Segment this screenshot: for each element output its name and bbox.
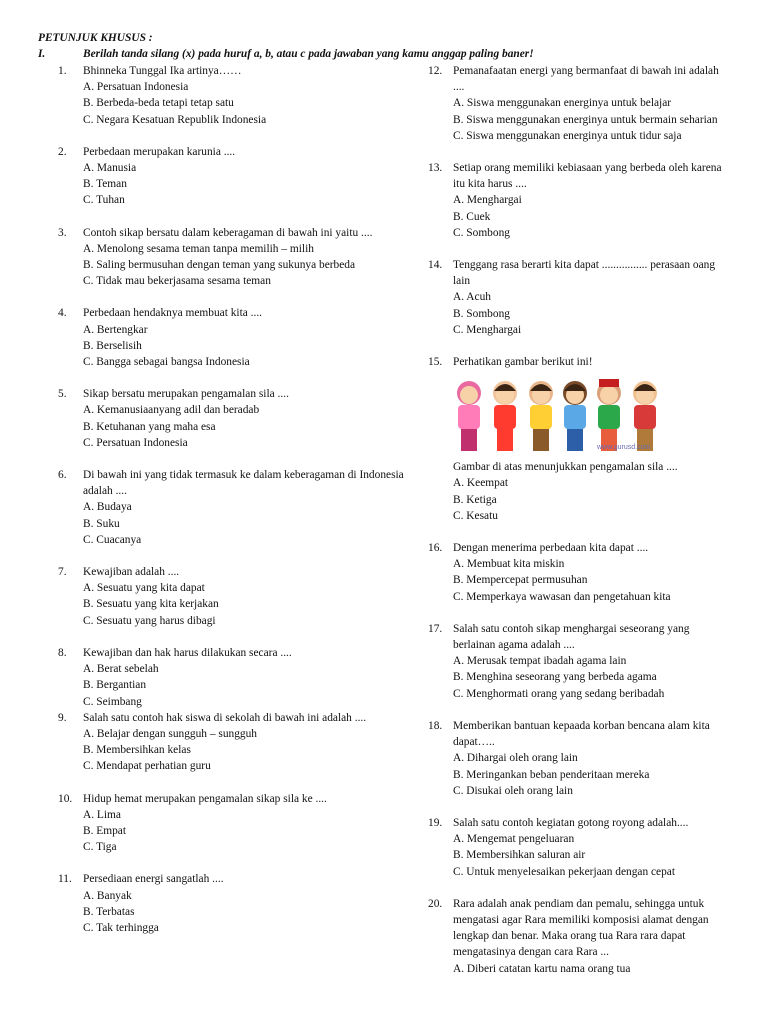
- question-item: [58, 225, 408, 290]
- answer-option[interactable]: A. Keempat: [453, 477, 509, 490]
- answer-option[interactable]: B. Mempercepat permusuhan: [453, 574, 588, 587]
- question-item: [58, 144, 408, 209]
- question-stem: Contoh sikap bersatu dalam keberagaman di bawah ini yaitu ....: [83, 226, 373, 239]
- child-figure: [633, 381, 657, 451]
- answer-option[interactable]: C. Sesuatu yang harus dibagi: [83, 614, 216, 627]
- question-item: [428, 160, 728, 241]
- answer-option[interactable]: C. Seimbang: [83, 695, 142, 708]
- question-number: 2.: [58, 145, 67, 158]
- question-body: [453, 815, 728, 880]
- question-number: 18.: [428, 719, 443, 732]
- answer-option[interactable]: B. Berselisih: [83, 339, 142, 352]
- question-body: [453, 540, 728, 605]
- instruction-roman: I.: [38, 48, 46, 60]
- answer-option[interactable]: C. Cuacanya: [83, 533, 142, 546]
- question-item: [58, 386, 408, 451]
- answer-option[interactable]: A. Diberi catatan kartu nama orang tua: [453, 962, 631, 975]
- answer-option[interactable]: C. Menghargai: [453, 323, 522, 336]
- question-body: [83, 564, 408, 629]
- question-body: [453, 354, 728, 524]
- answer-option[interactable]: C. Kesatu: [453, 509, 498, 522]
- child-figure: [597, 379, 621, 451]
- answer-option[interactable]: A. Berat sebelah: [83, 663, 159, 676]
- question-stem: Setiap orang memiliki kebiasaan yang berbeda oleh karena itu kita harus ....: [453, 162, 722, 191]
- question-body: [83, 305, 408, 370]
- answer-option[interactable]: A. Banyak: [83, 889, 132, 902]
- answer-option[interactable]: B. Menghina seseorang yang berbeda agama: [453, 671, 657, 684]
- question-item: [428, 354, 728, 524]
- instruction-text: Berilah tanda silang (x) pada huruf a, b, atau c pada jawaban yang kamu anggap paling baner!: [83, 48, 534, 60]
- answer-option[interactable]: C. Tiga: [83, 841, 117, 854]
- question-body: [83, 144, 408, 209]
- answer-option[interactable]: A. Menghargai: [453, 194, 522, 207]
- answer-option[interactable]: B. Berbeda-beda tetapi tetap satu: [83, 97, 234, 110]
- question-item: [428, 621, 728, 702]
- question-number: 1.: [58, 65, 67, 77]
- question-stem: Pemanafaatan energi yang bermanfaat di bawah ini adalah ....: [453, 65, 719, 94]
- question-stem: Salah satu contoh hak siswa di sekolah di bawah ini adalah ....: [83, 711, 367, 724]
- answer-option[interactable]: B. Ketiga: [453, 493, 497, 506]
- question-stem: Tenggang rasa berarti kita dapat ................ perasaan oang lain: [453, 259, 716, 288]
- question-number: 11.: [58, 873, 72, 886]
- answer-option[interactable]: C. Siswa menggunakan energinya untuk tidur saja: [453, 129, 682, 142]
- answer-option[interactable]: A. Merusak tempat ibadah agama lain: [453, 655, 627, 668]
- question-number: 7.: [58, 566, 67, 579]
- question-caption: Gambar di atas menunjukkan pengamalan sila ....: [453, 461, 678, 474]
- answer-option[interactable]: A. Bertengkar: [83, 323, 148, 336]
- question-number: 17.: [428, 622, 443, 635]
- answer-option[interactable]: B. Empat: [83, 824, 127, 837]
- answer-option[interactable]: B. Meringankan beban penderitaan mereka: [453, 768, 650, 781]
- question-stem: Salah satu contoh kegiatan gotong royong adalah....: [453, 816, 689, 829]
- question-body: [453, 896, 728, 977]
- answer-option[interactable]: A. Mengemat pengeluaran: [453, 833, 575, 846]
- child-figure: [493, 381, 517, 451]
- question-body: [83, 710, 408, 775]
- answer-option[interactable]: A. Manusia: [83, 162, 137, 175]
- answer-option[interactable]: B. Bergantian: [83, 679, 147, 692]
- question-number: 14.: [428, 259, 443, 272]
- answer-option[interactable]: C. Tidak mau bekerjasama sesama teman: [83, 275, 271, 288]
- question-number: 15.: [428, 356, 443, 369]
- answer-option[interactable]: C. Bangga sebagai bangsa Indonesia: [83, 356, 250, 369]
- question-stem: Sikap bersatu merupakan pengamalan sila ....: [83, 388, 289, 401]
- question-body: [83, 386, 408, 451]
- answer-option[interactable]: C. Disukai oleh orang lain: [453, 784, 573, 797]
- section-heading: PETUNJUK KHUSUS :: [38, 32, 153, 44]
- question-stem: Di bawah ini yang tidak termasuk ke dalam keberagaman di Indonesia adalah ....: [83, 469, 404, 498]
- question-item: [58, 305, 408, 370]
- answer-option[interactable]: A. Belajar dengan sungguh – sungguh: [83, 727, 257, 740]
- answer-option[interactable]: B. Cuek: [453, 210, 491, 223]
- answer-option[interactable]: B. Terbatas: [83, 905, 135, 918]
- question-item: [58, 467, 408, 548]
- question-number: 5.: [58, 388, 67, 401]
- left-column: [58, 63, 408, 952]
- question-stem: Bhinneka Tunggal Ika artinya……: [83, 65, 242, 77]
- children-illustration: [457, 375, 679, 455]
- answer-option[interactable]: A. Kemanusiaanyang adil dan beradab: [83, 404, 260, 417]
- question-item: [58, 564, 408, 629]
- answer-option[interactable]: A. Persatuan Indonesia: [83, 81, 189, 94]
- answer-option[interactable]: B. Saling bermusuhan dengan teman yang sukunya berbeda: [83, 259, 356, 272]
- question-number: 8.: [58, 646, 67, 659]
- question-item: [428, 257, 728, 338]
- answer-option[interactable]: B. Membersihkan kelas: [83, 744, 191, 757]
- question-stem: Dengan menerima perbedaan kita dapat ....: [453, 542, 649, 555]
- question-body: [453, 160, 728, 241]
- question-stem: Rara adalah anak pendiam dan pemalu, sehingga untuk mengatasi agar Rara memiliki komposisi alamat dengan lengkap dan benar. Maka orang tua Rara rara dapat mengatasinya dengan cara Rara ...: [453, 897, 709, 959]
- question-item: [58, 63, 408, 128]
- answer-option[interactable]: B. Ketuhanan yang maha esa: [83, 420, 216, 433]
- question-body: [453, 257, 728, 338]
- question-item: [58, 645, 408, 710]
- question-number: 16.: [428, 542, 443, 555]
- question-stem: Salah satu contoh sikap menghargai seseorang yang berlainan agama adalah ....: [453, 622, 690, 652]
- answer-option[interactable]: B. Sesuatu yang kita kerjakan: [83, 598, 219, 611]
- answer-option[interactable]: A. Acuh: [453, 291, 491, 304]
- question-number: 20.: [428, 897, 443, 910]
- answer-option[interactable]: C. Tuhan: [83, 194, 125, 207]
- answer-option[interactable]: C. Untuk menyelesaikan pekerjaan dengan cepat: [453, 865, 676, 878]
- answer-option[interactable]: C. Persatuan Indonesia: [83, 436, 188, 449]
- answer-option[interactable]: A. Sesuatu yang kita dapat: [83, 582, 205, 595]
- question-body: [83, 63, 408, 128]
- question-stem: Perbedaan hendaknya membuat kita ....: [83, 307, 263, 320]
- question-item: [58, 791, 408, 856]
- answer-option[interactable]: A. Lima: [83, 808, 121, 821]
- question-item: [428, 815, 728, 880]
- question-number: 19.: [428, 816, 443, 829]
- question-item: [58, 710, 408, 775]
- question-stem: Persediaan energi sangatlah ....: [83, 873, 224, 886]
- question-stem: Perbedaan merupakan karunia ....: [83, 145, 236, 158]
- answer-option[interactable]: A. Dihargai oleh orang lain: [453, 752, 578, 765]
- question-body: [83, 225, 408, 290]
- instruction-line: [38, 46, 534, 62]
- child-figure: [529, 381, 553, 451]
- question-item: [428, 896, 728, 977]
- answer-option[interactable]: C. Memperkaya wawasan dan pengetahuan kita: [453, 590, 671, 603]
- question-stem: Memberikan bantuan kepaada korban bencana alam kita dapat…..: [453, 719, 710, 749]
- answer-option[interactable]: A. Membuat kita miskin: [453, 558, 565, 571]
- answer-option[interactable]: A. Siswa menggunakan energinya untuk belajar: [453, 97, 672, 110]
- question-body: [453, 621, 728, 702]
- question-stem: Perhatikan gambar berikut ini!: [453, 356, 593, 369]
- question-body: [83, 467, 408, 548]
- answer-option[interactable]: B. Membersihkan saluran air: [453, 849, 586, 862]
- question-item: [58, 871, 408, 936]
- question-stem: Kewajiban adalah ....: [83, 566, 180, 579]
- answer-option[interactable]: C. Sombong: [453, 226, 510, 239]
- child-figure: [563, 381, 587, 451]
- answer-option[interactable]: C. Menghormati orang yang sedang beribadah: [453, 687, 665, 700]
- answer-option[interactable]: B. Siswa menggunakan energinya untuk bermain seharian: [453, 113, 718, 126]
- child-figure: [457, 381, 481, 451]
- question-item: [428, 540, 728, 605]
- answer-option[interactable]: A. Budaya: [83, 501, 132, 514]
- question-number: 9.: [58, 711, 67, 724]
- question-number: 10.: [58, 792, 73, 805]
- question-number: 12.: [428, 65, 443, 77]
- question-number: 3.: [58, 226, 67, 239]
- question-body: [453, 63, 728, 144]
- answer-option[interactable]: B. Suku: [83, 517, 120, 530]
- illustration-watermark: www.gurusd.com: [597, 444, 651, 452]
- answer-option[interactable]: C. Mendapat perhatian guru: [83, 760, 211, 773]
- question-body: [453, 718, 728, 799]
- answer-option[interactable]: C. Tak terhingga: [83, 921, 159, 934]
- question-stem: Hidup hemat merupakan pengamalan sikap sila ke ....: [83, 792, 327, 805]
- question-number: 4.: [58, 307, 67, 320]
- answer-option[interactable]: A. Menolong sesama teman tanpa memilih – milih: [83, 242, 314, 255]
- question-body: [83, 791, 408, 856]
- question-item: [428, 63, 728, 144]
- answer-option[interactable]: B. Teman: [83, 178, 127, 191]
- question-number: 13.: [428, 162, 443, 175]
- question-body: [83, 645, 408, 710]
- question-item: [428, 718, 728, 799]
- answer-option[interactable]: B. Sombong: [453, 307, 510, 320]
- answer-option[interactable]: C. Negara Kesatuan Republik Indonesia: [83, 113, 267, 126]
- right-column: [428, 63, 728, 993]
- question-stem: Kewajiban dan hak harus dilakukan secara ....: [83, 646, 292, 659]
- question-number: 6.: [58, 469, 67, 482]
- question-body: [83, 871, 408, 936]
